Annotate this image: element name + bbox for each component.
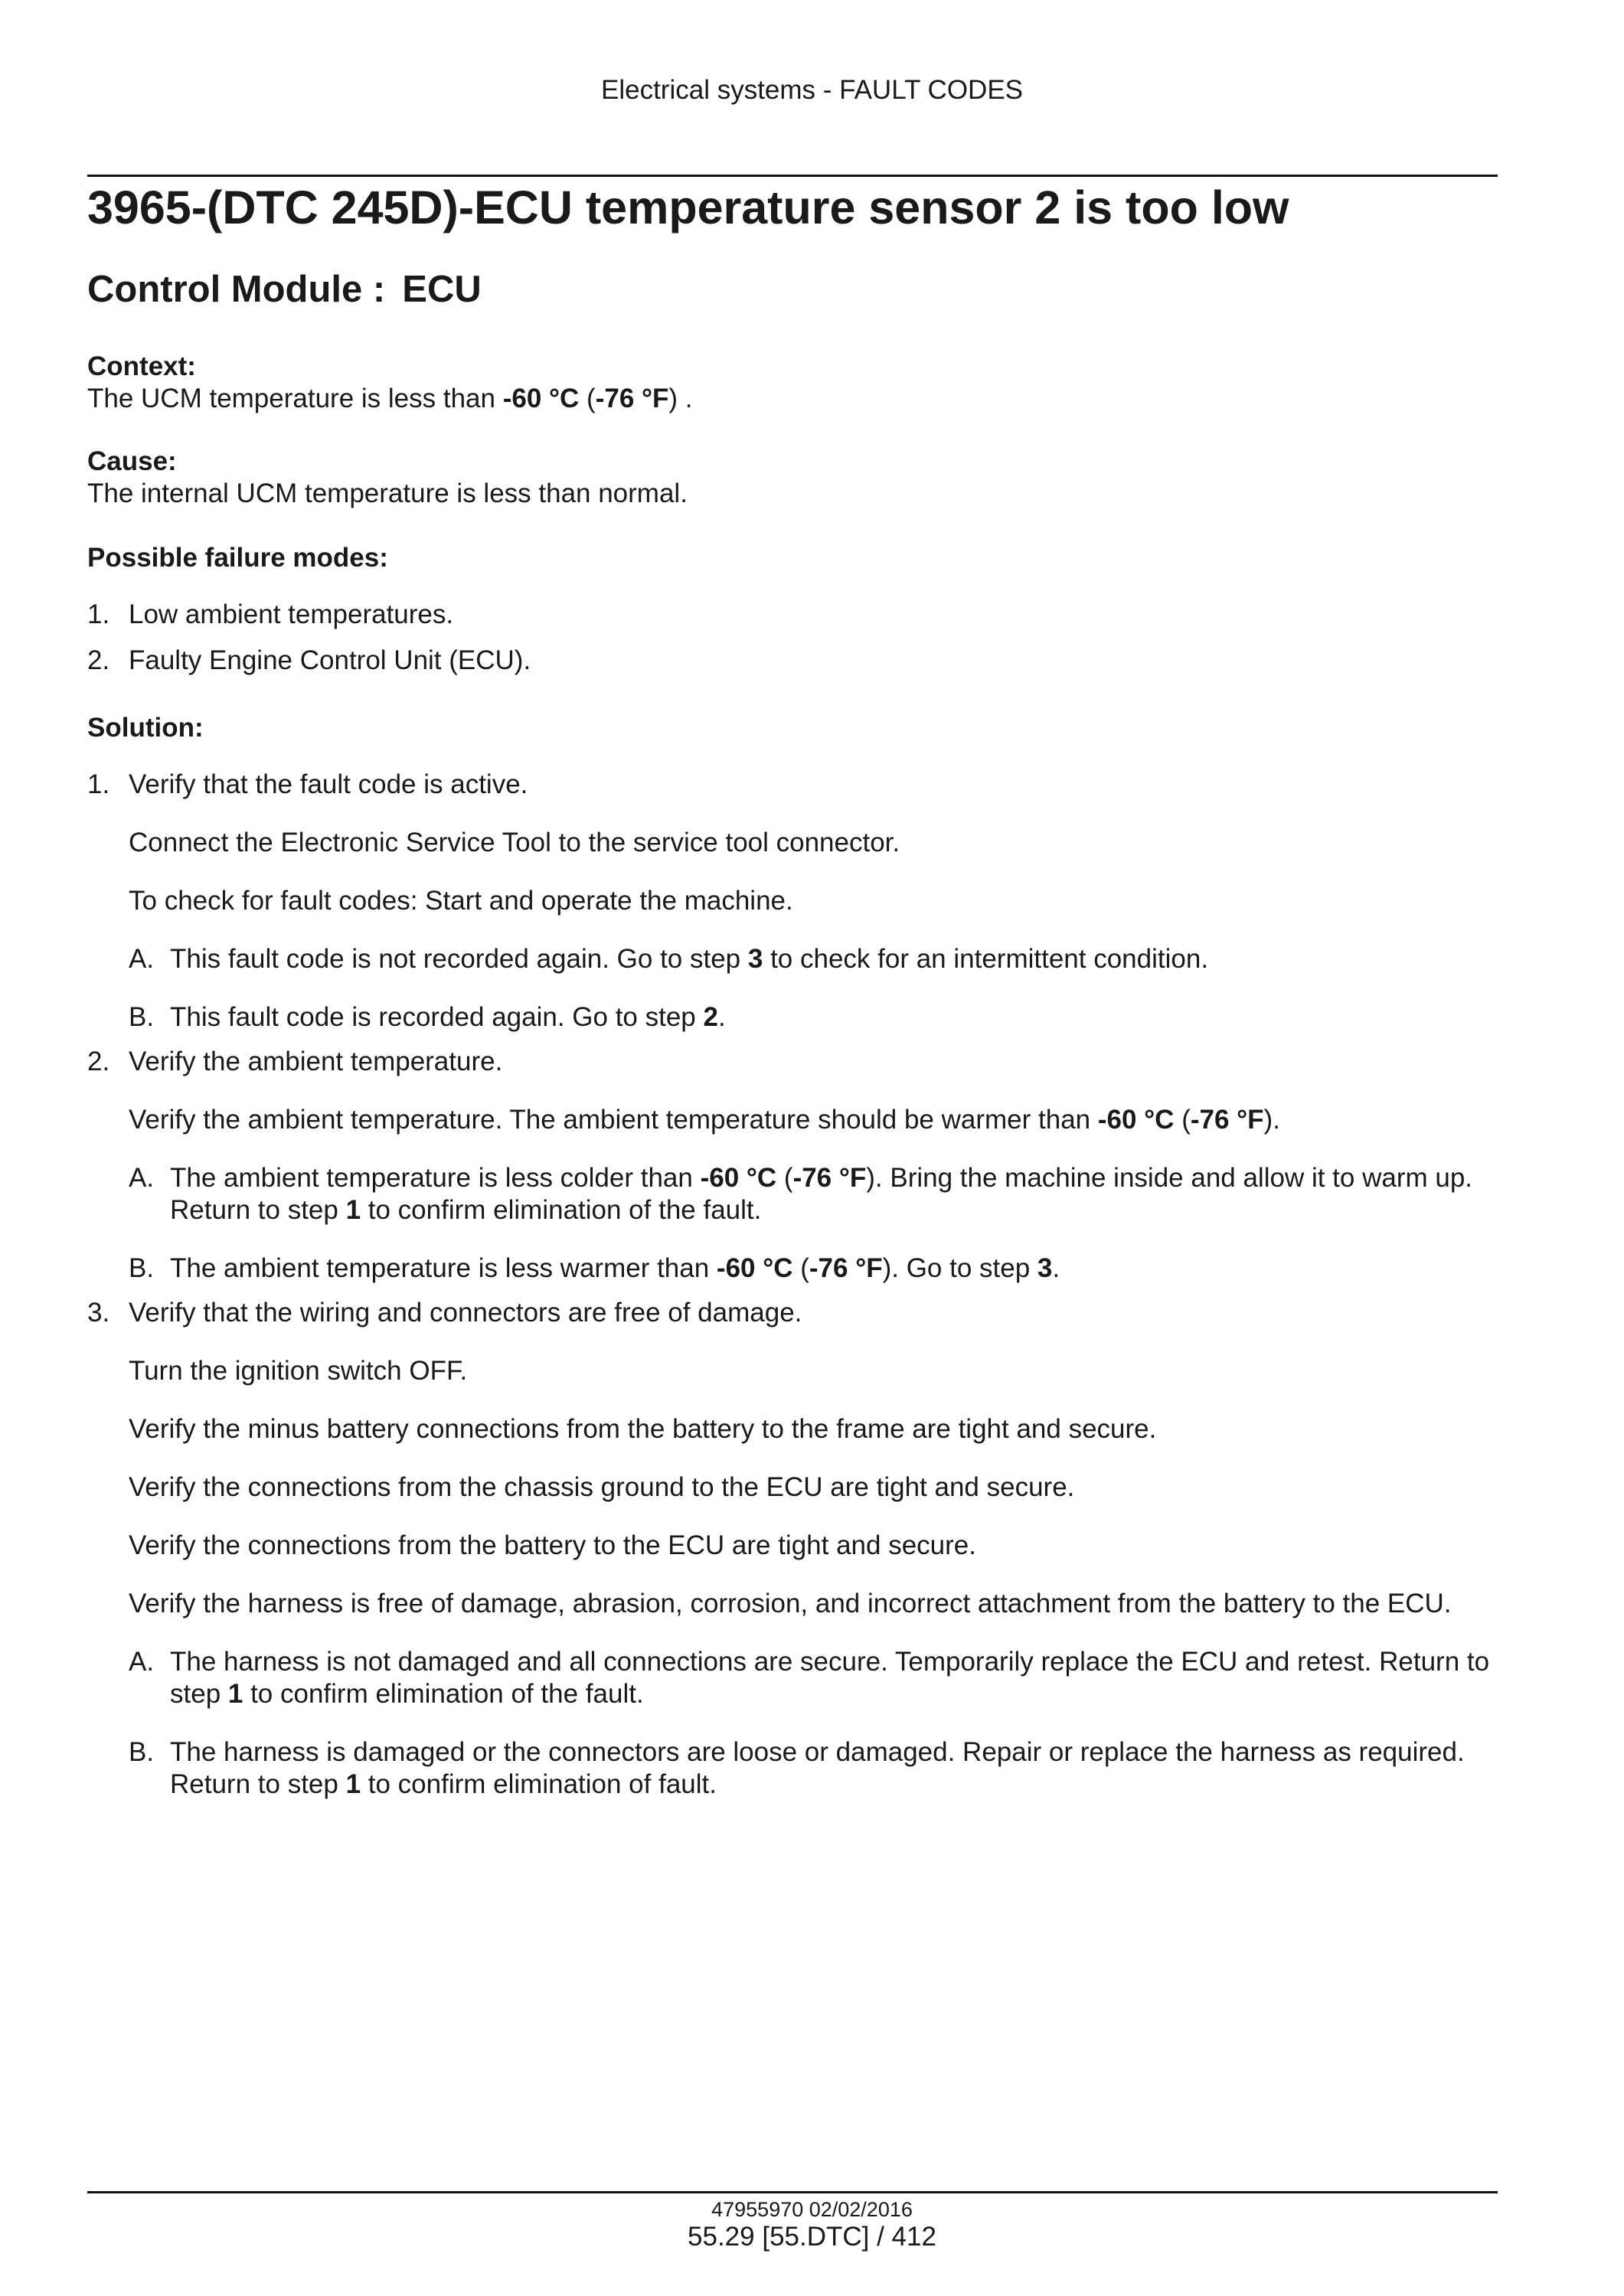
step-number: 1. — [87, 769, 110, 799]
temperature-celsius: -60 °C — [716, 1253, 793, 1283]
option-text: ( — [792, 1253, 809, 1283]
page-header: Electrical systems - FAULT CODES — [600, 75, 1024, 105]
document-code: 47955970 02/02/2016 — [711, 2198, 913, 2221]
option-letter: A. — [129, 1163, 155, 1193]
header-rule — [87, 175, 1498, 177]
solution-step-2 — [87, 1046, 1498, 1285]
solution-label: Solution: — [87, 713, 204, 743]
step-reference: 1 — [345, 1769, 361, 1799]
step-option-a — [129, 1646, 1498, 1710]
option-text: to confirm elimination of the fault. — [361, 1195, 762, 1225]
solution-step-1 — [87, 769, 1498, 1034]
option-text: ). Bring the machine inside and allow it to warm up. Return to step — [170, 1163, 1473, 1225]
step-paragraph: Connect the Electronic Service Tool to the service tool connector. — [129, 828, 900, 857]
failure-mode-text: Low ambient temperatures. — [129, 599, 454, 629]
step-option-a — [129, 1162, 1498, 1226]
step-paragraph: To check for fault codes: Start and operate the machine. — [129, 886, 793, 916]
step-paragraph: Verify the harness is free of damage, abrasion, corrosion, and incorrect attachment from the battery to the ECU. — [129, 1589, 1452, 1618]
context-text — [87, 383, 1498, 415]
step-reference: 1 — [345, 1195, 361, 1225]
page-number: 55.29 [55.DTC] / 412 — [688, 2222, 936, 2252]
option-text: The harness is damaged or the connectors are loose or damaged. Repair or replace the harness as required. Return to step — [170, 1737, 1465, 1799]
step-number: 2. — [87, 1047, 110, 1076]
temperature-fahrenheit: -76 °F — [1190, 1105, 1264, 1135]
option-text: to check for an intermittent condition. — [763, 944, 1209, 974]
option-letter: B. — [129, 1253, 155, 1283]
failure-mode-item — [87, 645, 1498, 677]
option-text: to confirm elimination of fault. — [361, 1769, 717, 1799]
context-label: Context: — [87, 351, 196, 381]
option-text: . — [717, 1002, 726, 1032]
module-label: Control Module — [87, 269, 363, 310]
option-text: This fault code is recorded again. Go to step — [170, 1002, 704, 1032]
step-paragraph: Turn the ignition switch OFF. — [129, 1356, 468, 1386]
failure-mode-text: Faulty Engine Control Unit (ECU). — [129, 645, 531, 675]
step-paragraph: Verify the connections from the chassis ground to the ECU are tight and secure. — [129, 1472, 1075, 1502]
failure-mode-item — [87, 599, 1498, 631]
option-text: The ambient temperature is less colder than — [170, 1163, 701, 1193]
step-title: Verify that the fault code is active. — [129, 769, 528, 799]
step-option-b — [129, 1736, 1498, 1801]
cause-section — [87, 446, 1498, 510]
temperature-celsius: -60 °C — [1097, 1105, 1175, 1135]
step-option-b — [129, 1001, 1498, 1034]
module-value: ECU — [402, 269, 482, 310]
paragraph-text: ). — [1263, 1105, 1280, 1135]
step-paragraph — [129, 1104, 1498, 1136]
option-text: This fault code is not recorded again. Go to step — [170, 944, 748, 974]
option-text: . — [1052, 1253, 1060, 1283]
control-module-heading — [87, 268, 482, 311]
context-text-mid: ( — [579, 384, 596, 413]
step-title: Verify that the wiring and connectors are free of damage. — [129, 1298, 802, 1328]
cause-label: Cause: — [87, 446, 177, 476]
option-text: ). Go to step — [882, 1253, 1037, 1283]
failure-modes-label: Possible failure modes: — [87, 543, 388, 573]
step-number: 3. — [87, 1298, 110, 1328]
step-title: Verify the ambient temperature. — [129, 1047, 503, 1076]
failure-modes-section — [87, 542, 1498, 677]
solution-section — [87, 712, 1498, 1801]
step-paragraph: Verify the minus battery connections from the battery to the frame are tight and secure. — [129, 1414, 1157, 1444]
temperature-fahrenheit: -76 °F — [809, 1253, 883, 1283]
option-text: The ambient temperature is less warmer than — [170, 1253, 717, 1283]
module-separator: : — [372, 269, 386, 310]
context-text-post: ) . — [668, 384, 693, 413]
cause-text: The internal UCM temperature is less than normal. — [87, 478, 688, 508]
option-letter: A. — [129, 1647, 155, 1677]
context-text-pre: The UCM temperature is less than — [87, 384, 503, 413]
page-title: 3965-(DTC 245D)-ECU temperature sensor 2 is too low — [87, 181, 1289, 234]
context-section — [87, 351, 1498, 415]
option-text: to confirm elimination of the fault. — [243, 1679, 644, 1709]
step-reference: 2 — [703, 1002, 718, 1032]
paragraph-text: ( — [1174, 1105, 1191, 1135]
step-reference: 3 — [1037, 1253, 1053, 1283]
step-reference: 1 — [227, 1679, 243, 1709]
option-letter: B. — [129, 1002, 155, 1032]
temperature-celsius: -60 °C — [700, 1163, 777, 1193]
step-paragraph: Verify the connections from the battery to the ECU are tight and secure. — [129, 1530, 976, 1560]
failure-mode-number: 1. — [87, 599, 110, 629]
option-letter: B. — [129, 1737, 155, 1767]
step-reference: 3 — [747, 944, 763, 974]
failure-mode-number: 2. — [87, 645, 110, 675]
option-letter: A. — [129, 944, 155, 974]
footer-rule — [87, 2191, 1498, 2193]
step-option-b — [129, 1253, 1498, 1285]
option-text: The harness is not damaged and all connections are secure. Temporarily replace the ECU and retest. Return to step — [170, 1647, 1490, 1709]
fault-content — [87, 351, 1498, 1801]
paragraph-text: Verify the ambient temperature. The ambient temperature should be warmer than — [129, 1105, 1098, 1135]
context-celsius: -60 °C — [502, 384, 580, 413]
context-fahrenheit: -76 °F — [595, 384, 669, 413]
option-text: ( — [776, 1163, 793, 1193]
step-option-a — [129, 943, 1498, 975]
temperature-fahrenheit: -76 °F — [792, 1163, 867, 1193]
solution-step-3 — [87, 1297, 1498, 1801]
